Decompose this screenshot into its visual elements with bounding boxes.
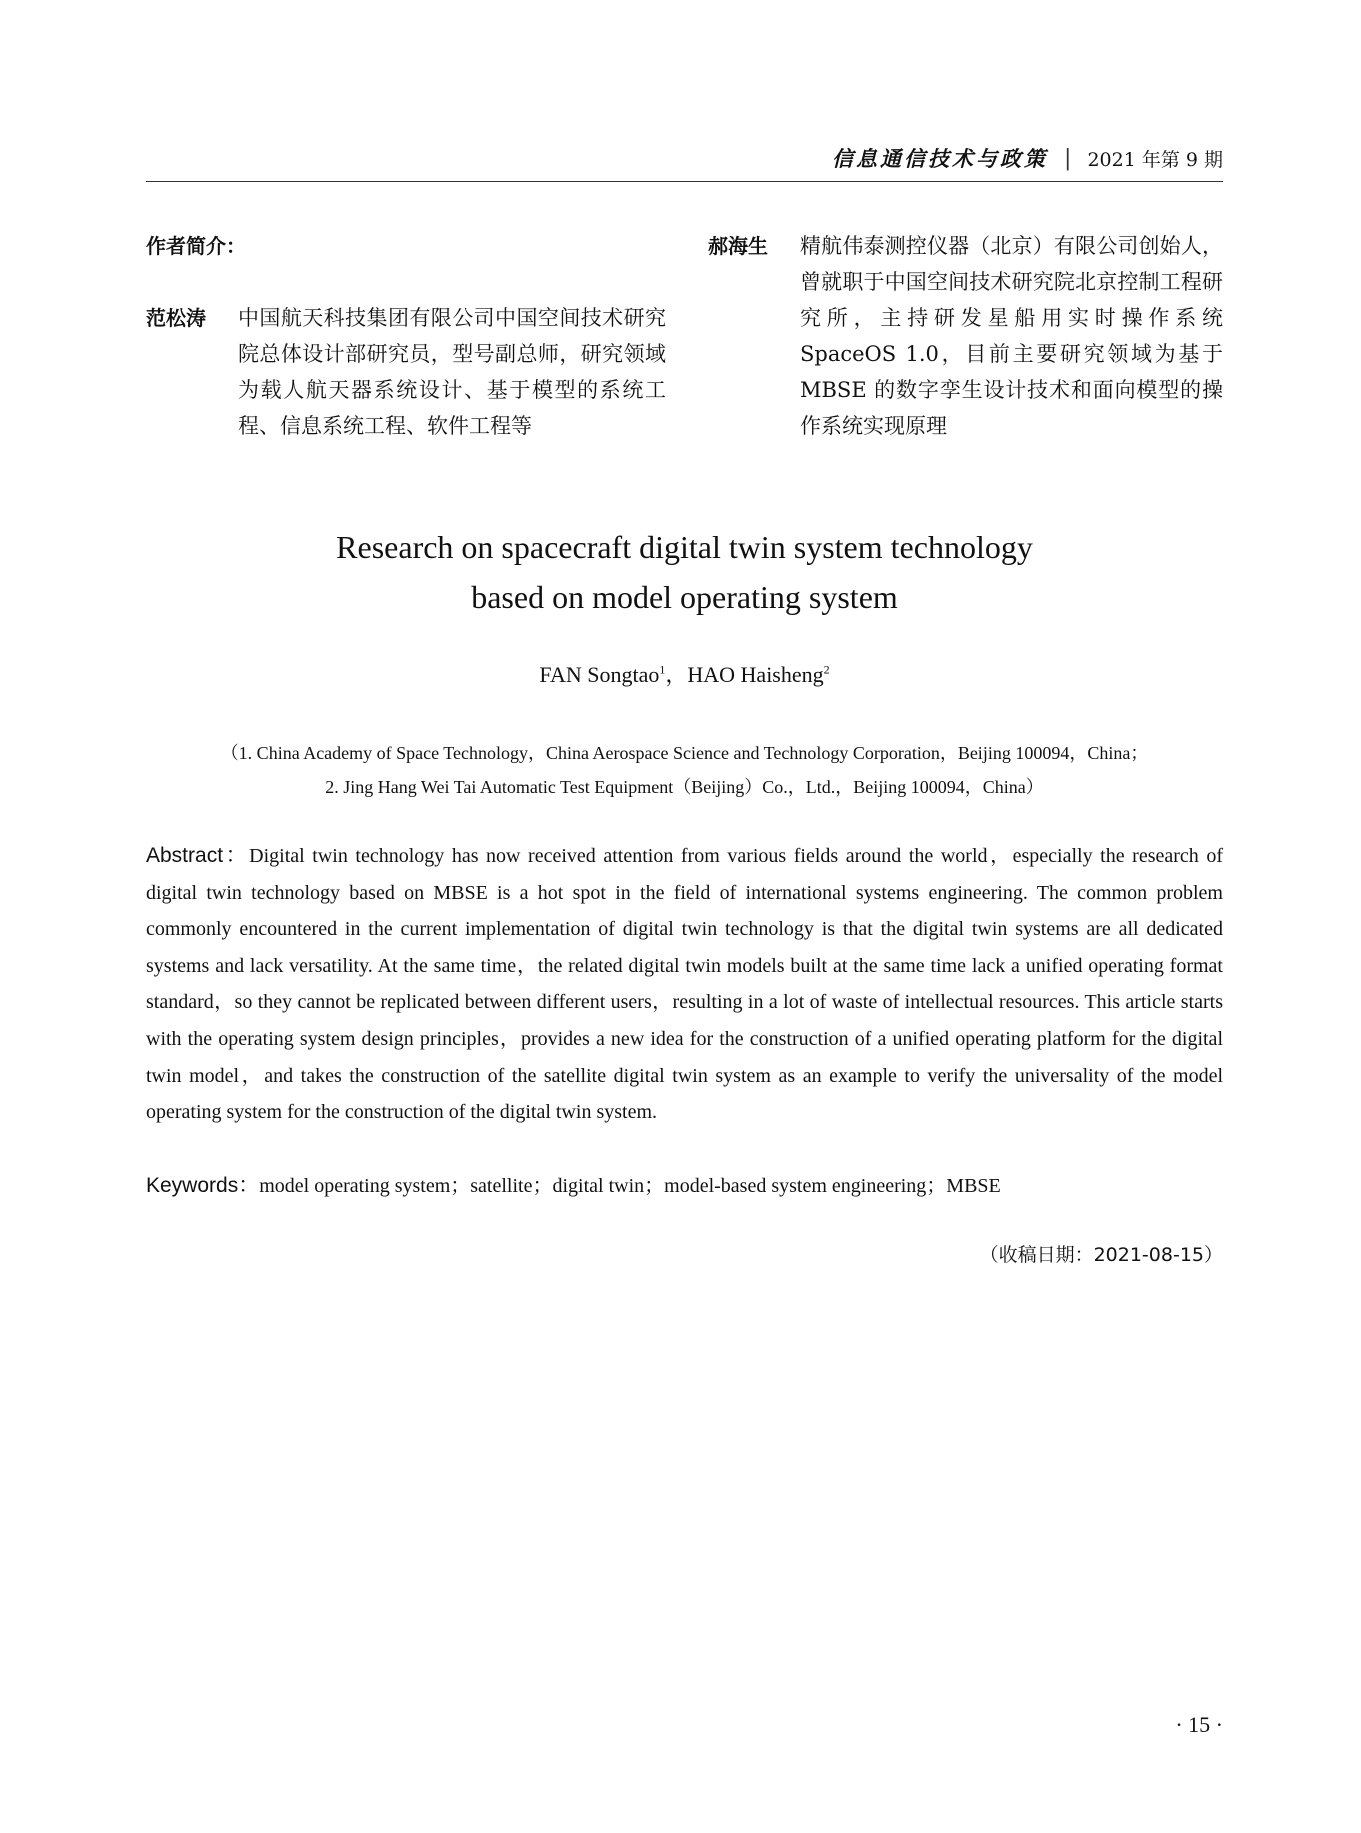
bio-entry-hao <box>708 228 1223 444</box>
author-bio-right <box>708 228 1223 444</box>
author-list <box>146 658 1223 689</box>
abstract <box>146 838 1223 1131</box>
page-number: · 15 · <box>1175 1712 1223 1737</box>
affiliations <box>146 736 1223 804</box>
affiliation-line-1: （1. China Academy of Space Technology，China Aerospace Science and Technology Corporation，Beijing 100094，China； <box>220 743 1149 763</box>
paper-title <box>146 522 1223 622</box>
author-1: FAN Songtao <box>539 662 660 687</box>
journal-name: 信息通信技术与政策 <box>832 146 1049 171</box>
received-date: （收稿日期：2021-08-15） <box>979 1244 1223 1266</box>
abstract-label: Abstract： <box>146 844 250 867</box>
title-line-2: based on model operating system <box>471 579 898 615</box>
affiliation-line-2: 2. Jing Hang Wei Tai Automatic Test Equipment（Beijing）Co.，Ltd.，Beijing 100094，China） <box>325 777 1044 797</box>
title-line-1: Research on spacecraft digital twin system technology <box>336 529 1033 565</box>
author-2-affil-mark: 2 <box>823 662 830 677</box>
keywords <box>146 1168 1223 1204</box>
bio-name: 范松涛 <box>146 306 206 330</box>
bio-text: 中国航天科技集团有限公司中国空间技术研究院总体设计部研究员，型号副总师，研究领域为载人航天器系统设计、基于模型的系统工程、信息系统工程、软件工程等 <box>238 306 666 438</box>
bio-heading: 作者简介： <box>146 234 246 258</box>
keywords-label: Keywords： <box>146 1174 260 1197</box>
bio-name: 郝海生 <box>708 234 768 258</box>
header-rule <box>146 181 1223 182</box>
author-2: HAO Haisheng <box>687 662 824 687</box>
bio-text: 精航伟泰测控仪器（北京）有限公司创始人，曾就职于中国空间技术研究院北京控制工程研究所，主持研发星船用实时操作系统 SpaceOS 1.0，目前主要研究领域为基于 MBSE 的数字孪生设计技术和面向模型的操作系统实现原理 <box>800 234 1223 438</box>
abstract-text: Digital twin technology has now received attention from various fields around the world，especially the research of digital twin technology based on MBSE is a hot spot in the field of international systems engineering. The common problem commonly encountered in the current implementation of digital twin technology is that the digital twin systems are all dedicated systems and lack versatility. At the same time，the related digital twin models built at the same time lack a unified operating format standard，so they cannot be replicated between different users，resulting in a lot of waste of intellectual resources. This article starts with the operating system design principles，provides a new idea for the construction of a unified operating platform for the digital twin model，and takes the construction of the satellite digital twin system as an example to verify the universality of the model operating system for the construction of the digital twin system. <box>146 845 1223 1124</box>
running-header <box>146 143 1223 173</box>
author-separator: ， <box>665 662 688 687</box>
author-bio-left <box>146 228 666 444</box>
keywords-text: model operating system；satellite；digital twin；model-based system engineering；MBSE <box>259 1175 1001 1197</box>
bio-entry-fan <box>146 300 666 444</box>
header-separator: | <box>1064 145 1072 171</box>
author-1-affil-mark: 1 <box>659 662 666 677</box>
issue-label: 2021 年第 9 期 <box>1087 148 1223 171</box>
